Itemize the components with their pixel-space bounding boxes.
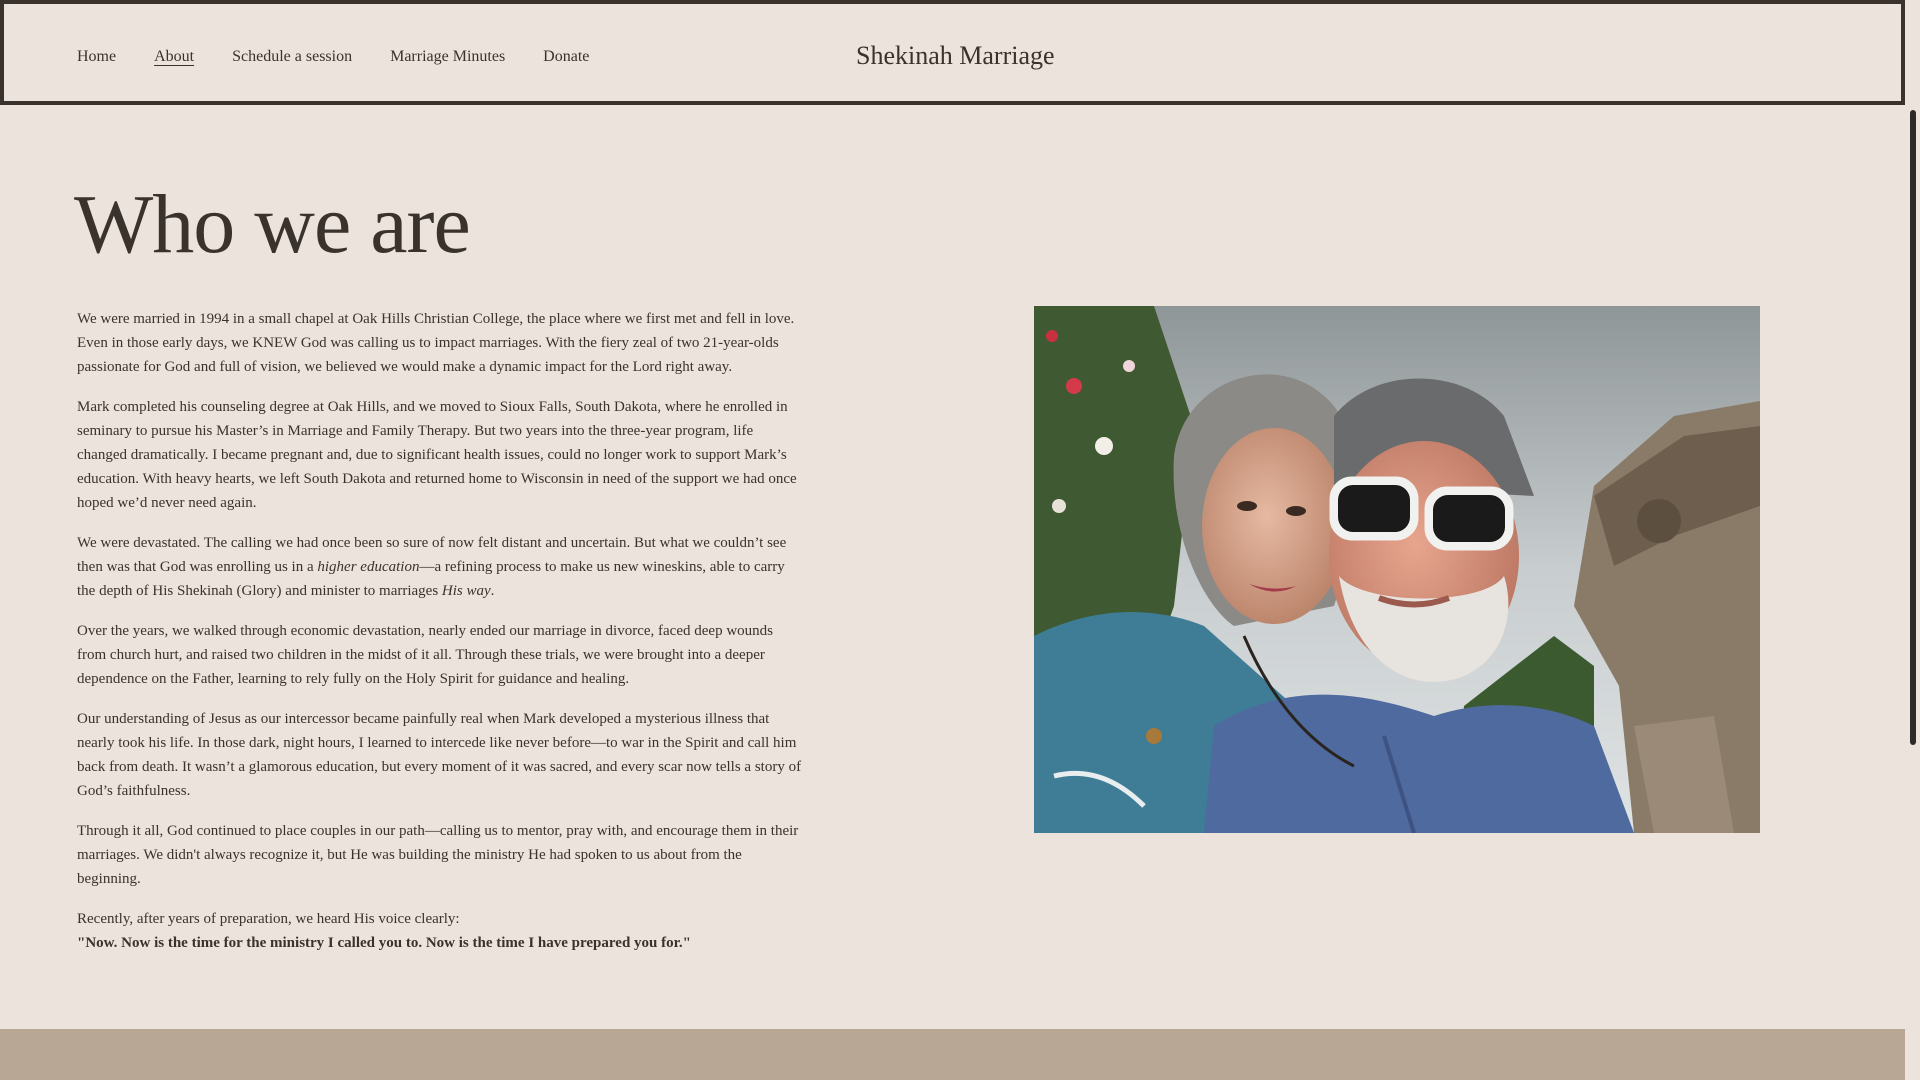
paragraph-7-intro: Recently, after years of preparation, we heard His voice clearly: <box>77 911 460 927</box>
nav-home[interactable]: Home <box>77 48 117 65</box>
calling-quote: "Now. Now is the time for the ministry I called you to. Now is the time I have prepared you for." <box>77 935 691 951</box>
nav-donate[interactable]: Donate <box>543 48 590 65</box>
paragraph-2: Mark completed his counseling degree at Oak Hills, and we moved to Sioux Falls, South Dakota, where he enrolled in seminary to pursue his Master’s in Marriage and Family Therapy. But two years into the three-year program, life changed dramatically. I became pregnant and, due to significant health issues, could no longer work to support Mark’s education. With heavy hearts, we left South Dakota and returned home to Wisconsin in need of the support we had once hoped we’d never need again. <box>77 399 797 511</box>
nav-about[interactable]: About <box>154 48 195 65</box>
paragraph-3 <box>77 531 803 603</box>
paragraph-4: Over the years, we walked through economic devastation, nearly ended our marriage in divorce, faced deep wounds from church hurt, and raised two children in the midst of it all. Through these trials, we were brought into a deeper dependence on the Father, learning to rely fully on the Holy Spirit for guidance and healing. <box>77 623 773 687</box>
paragraph-6: Through it all, God continued to place couples in our path—calling us to mentor, pray with, and encourage them in their marriages. We didn't always recognize it, but He was building the ministry He had spoken to us about from the beginning. <box>77 823 799 887</box>
main-nav <box>77 48 589 66</box>
paragraph-1: We were married in 1994 in a small chapel at Oak Hills Christian College, the place where we first met and fell in love. Even in those early days, we KNEW God was calling us to impact marriages. With the fiery zeal of two 21-year-olds passionate for God and full of vision, we believed we would make a dynamic impact for the Lord right away. <box>77 311 795 375</box>
higher-education-emphasis: higher education <box>317 559 420 575</box>
scrollbar-thumb[interactable] <box>1910 110 1916 745</box>
nav-schedule-session[interactable]: Schedule a session <box>232 48 353 65</box>
paragraph-5: Our understanding of Jesus as our intercessor became painfully real when Mark developed a mysterious illness that nearly took his life. In those dark, night hours, I learned to intercede like never before—to war in the Spirit and call him back from death. It wasn’t a glamorous education, but every moment of it was sacred, and every scar now tells a story of God’s faithfulness. <box>77 711 802 799</box>
paragraph-7 <box>77 907 803 955</box>
couple-selfie-photo-icon <box>1034 306 1760 833</box>
paragraph-3-part3: . <box>490 583 495 599</box>
his-way-emphasis: His way <box>441 583 491 599</box>
paragraph-3-part2: —a refining process to make us new wineskins, able to carry the depth of His Shekinah (Glory) and minister to marriages <box>77 559 785 599</box>
site-header <box>0 0 1905 105</box>
couple-photo <box>1034 306 1760 833</box>
footer-band <box>0 1029 1905 1080</box>
about-text <box>77 307 803 971</box>
paragraph-3-part1: We were devastated. The calling we had once been so sure of now felt distant and uncertain. But what we couldn’t see then was that God was enrolling us in a <box>77 535 787 575</box>
page-heading: Who we are <box>74 178 470 271</box>
nav-marriage-minutes[interactable]: Marriage Minutes <box>390 48 506 65</box>
site-title[interactable]: Shekinah Marriage <box>856 41 1055 70</box>
